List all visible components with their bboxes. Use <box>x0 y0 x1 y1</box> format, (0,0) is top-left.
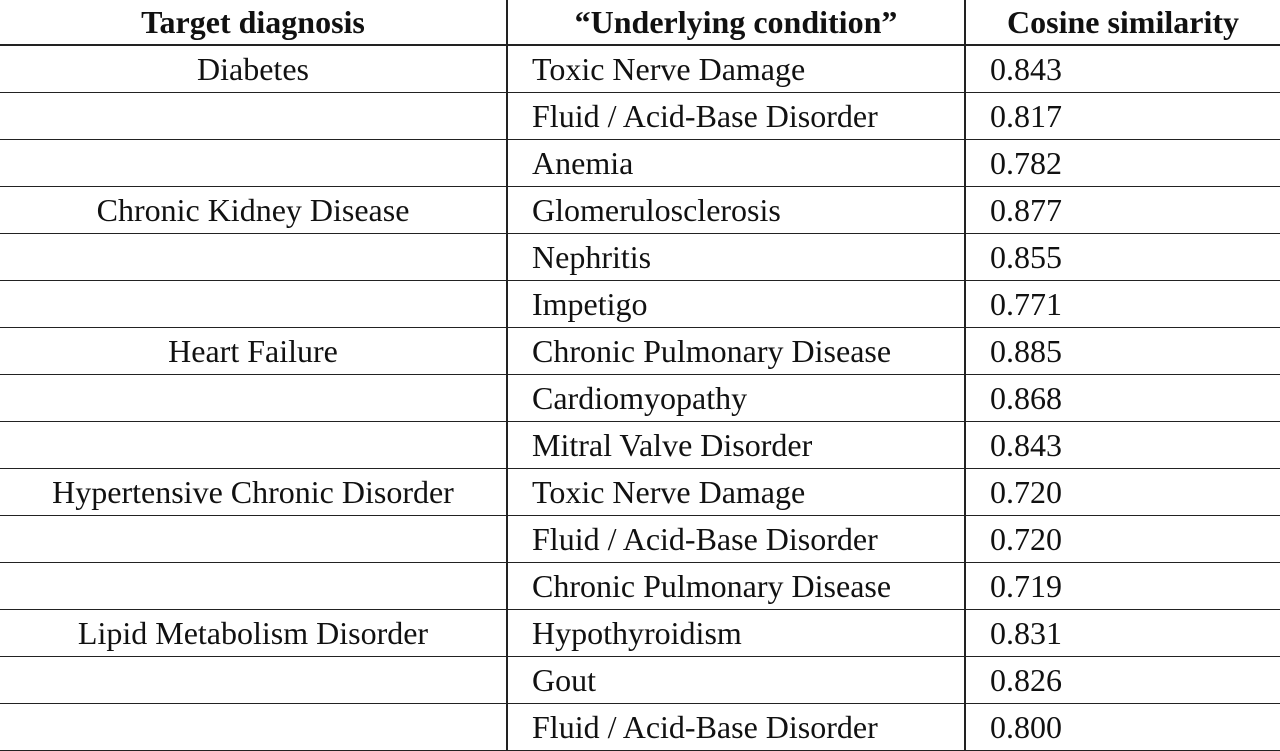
cell-underlying-condition: Chronic Pulmonary Disease <box>507 328 965 375</box>
cell-target-diagnosis: Lipid Metabolism Disorder <box>0 610 507 657</box>
cell-cosine-similarity: 0.720 <box>990 474 1062 510</box>
cell-cosine-similarity: 0.885 <box>990 333 1062 369</box>
cell-cosine-similarity: 0.826 <box>990 662 1062 698</box>
cell-cosine-similarity: 0.720 <box>990 521 1062 557</box>
table-row <box>0 422 1280 469</box>
header-cosine-similarity: Cosine similarity <box>965 0 1280 45</box>
header-underlying-condition: “Underlying condition” <box>507 0 965 45</box>
table-body <box>0 45 1280 751</box>
cell-cosine-similarity: 0.800 <box>990 709 1062 745</box>
cell-target-diagnosis <box>0 375 507 422</box>
cell-cosine-similarity: 0.771 <box>990 286 1062 322</box>
cell-target-diagnosis: Heart Failure <box>0 328 507 375</box>
cell-underlying-condition: Hypothyroidism <box>507 610 965 657</box>
cell-underlying-condition: Cardiomyopathy <box>507 375 965 422</box>
cell-underlying-condition: Mitral Valve Disorder <box>507 422 965 469</box>
table-row <box>0 93 1280 140</box>
cell-cosine-similarity: 0.817 <box>990 98 1062 134</box>
table-row <box>0 234 1280 281</box>
table-row <box>0 610 1280 657</box>
cell-cosine-similarity: 0.831 <box>990 615 1062 651</box>
header-row <box>0 0 1280 45</box>
cell-cosine-similarity: 0.719 <box>990 568 1062 604</box>
table-row <box>0 563 1280 610</box>
table-row <box>0 469 1280 516</box>
cell-cosine-similarity: 0.855 <box>990 239 1062 275</box>
cell-target-diagnosis <box>0 516 507 563</box>
cell-target-diagnosis: Hypertensive Chronic Disorder <box>0 469 507 516</box>
cell-underlying-condition: Fluid / Acid-Base Disorder <box>507 516 965 563</box>
cell-target-diagnosis <box>0 563 507 610</box>
cell-target-diagnosis <box>0 422 507 469</box>
cell-underlying-condition: Anemia <box>507 140 965 187</box>
table-row <box>0 375 1280 422</box>
cell-cosine-similarity: 0.877 <box>990 192 1062 228</box>
cell-target-diagnosis <box>0 140 507 187</box>
cell-cosine-similarity: 0.782 <box>990 145 1062 181</box>
table-row <box>0 704 1280 751</box>
table-row <box>0 140 1280 187</box>
cell-target-diagnosis <box>0 93 507 140</box>
table-row <box>0 328 1280 375</box>
table-row <box>0 45 1280 93</box>
cell-target-diagnosis: Diabetes <box>0 45 507 93</box>
cell-target-diagnosis <box>0 704 507 751</box>
cell-underlying-condition: Gout <box>507 657 965 704</box>
cell-cosine-similarity: 0.843 <box>990 427 1062 463</box>
cell-underlying-condition: Chronic Pulmonary Disease <box>507 563 965 610</box>
cell-underlying-condition: Impetigo <box>507 281 965 328</box>
cell-target-diagnosis <box>0 234 507 281</box>
cell-underlying-condition: Fluid / Acid-Base Disorder <box>507 704 965 751</box>
cell-underlying-condition: Nephritis <box>507 234 965 281</box>
cell-cosine-similarity: 0.868 <box>990 380 1062 416</box>
cell-underlying-condition: Fluid / Acid-Base Disorder <box>507 93 965 140</box>
cell-underlying-condition: Toxic Nerve Damage <box>507 469 965 516</box>
cell-target-diagnosis <box>0 657 507 704</box>
table-row <box>0 516 1280 563</box>
table-row <box>0 657 1280 704</box>
cell-target-diagnosis <box>0 281 507 328</box>
cell-cosine-similarity: 0.843 <box>990 51 1062 87</box>
cell-underlying-condition: Toxic Nerve Damage <box>507 45 965 93</box>
header-target-diagnosis: Target diagnosis <box>0 0 507 45</box>
table-row <box>0 187 1280 234</box>
cell-target-diagnosis: Chronic Kidney Disease <box>0 187 507 234</box>
table-row <box>0 281 1280 328</box>
cell-underlying-condition: Glomerulosclerosis <box>507 187 965 234</box>
